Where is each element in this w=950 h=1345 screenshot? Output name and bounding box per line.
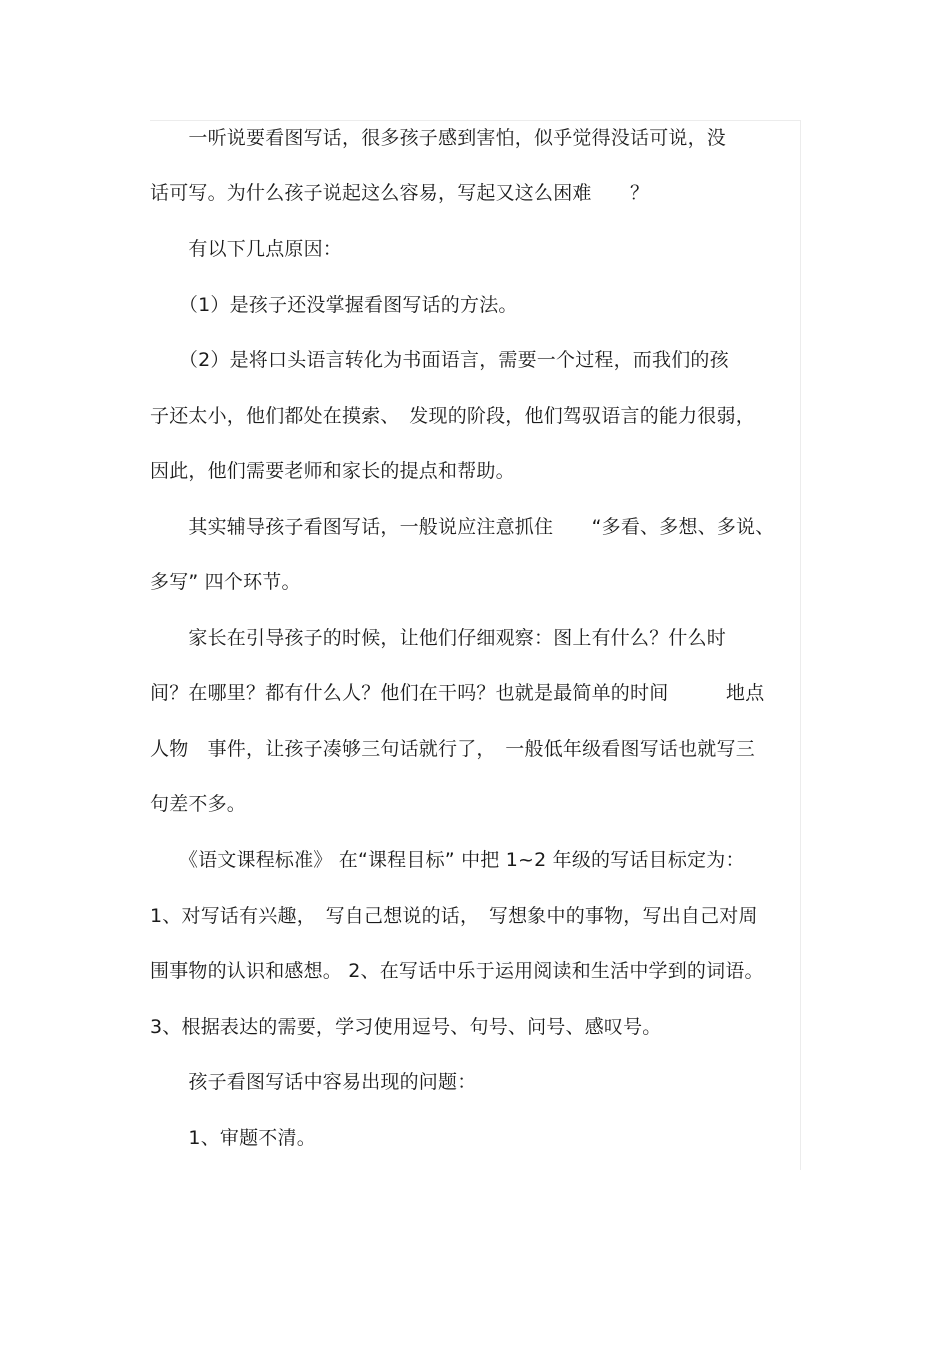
page-right-border — [800, 120, 801, 1170]
page-top-border — [150, 120, 801, 121]
text-line: （2）是将口头语言转化为书面语言，需要一个过程，而我们的孩 — [150, 349, 729, 371]
text-line: 有以下几点原因： — [150, 238, 343, 260]
text-line: 话可写。为什么孩子说起这么容易，写起又这么困难 ？ — [150, 182, 650, 204]
text-line: 孩子看图写话中容易出现的问题： — [150, 1071, 477, 1093]
text-line: 子还太小，他们都处在摸索、 发现的阶段，他们驾驭语言的能力很弱， — [150, 405, 755, 427]
text-line: 1、对写话有兴趣， 写自己想说的话， 写想象中的事物，写出自己对周 — [150, 905, 758, 927]
text-line: 句差不多。 — [150, 793, 247, 815]
text-line: 1、审题不清。 — [150, 1127, 316, 1149]
text-line: 多写” 四个环节。 — [150, 571, 301, 593]
text-line: （1）是孩子还没掌握看图写话的方法。 — [150, 294, 518, 316]
text-line: 3、根据表达的需要，学习使用逗号、句号、问号、感叹号。 — [150, 1016, 662, 1038]
text-line: 人物 事件，让孩子凑够三句话就行了， 一般低年级看图写话也就写三 — [150, 738, 755, 760]
text-line: 《语文课程标准》 在“课程目标” 中把 1~2 年级的写话目标定为： — [150, 849, 745, 871]
text-line: 围事物的认识和感想。 2、在写话中乐于运用阅读和生活中学到的词语。 — [150, 960, 764, 982]
text-line: 家长在引导孩子的时候，让他们仔细观察：图上有什么？什么时 — [150, 627, 727, 649]
text-line: 一听说要看图写话，很多孩子感到害怕，似乎觉得没话可说，没 — [150, 127, 727, 149]
text-line: 因此，他们需要老师和家长的提点和帮助。 — [150, 460, 515, 482]
text-line: 间？在哪里？都有什么人？他们在干吗？也就是最简单的时间 地点 — [150, 682, 765, 704]
text-line: 其实辅导孩子看图写话，一般说应注意抓住 “多看、多想、多说、 — [150, 516, 775, 538]
